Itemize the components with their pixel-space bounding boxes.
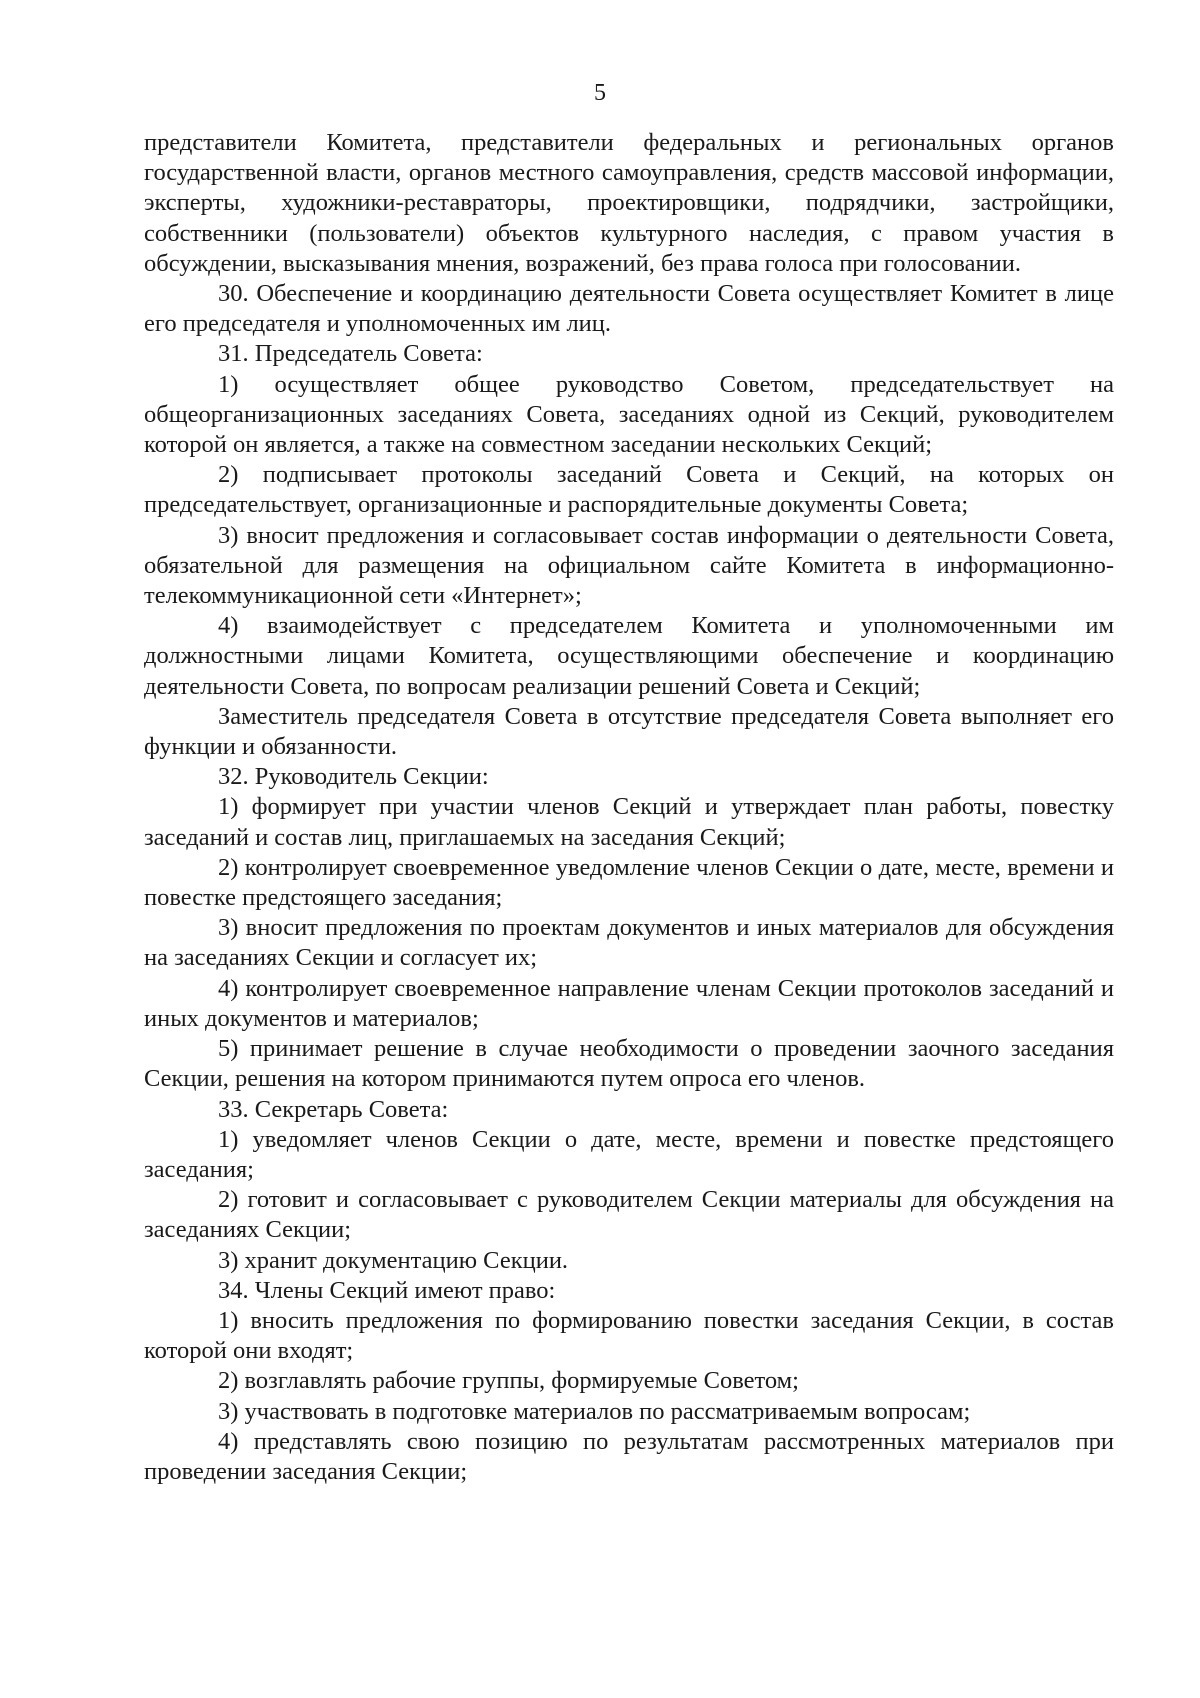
list-item: 4) взаимодействует с председателем Комитета и уполномоченными им должностными лицами Комитета, осуществляющими обеспечение и координацию деятельности Совета, по вопросам реализации решений Совета и Секций;: [144, 612, 1114, 700]
list-item: 2) возглавлять рабочие группы, формируемые Советом;: [218, 1367, 799, 1395]
list-item: 1) вносить предложения по формированию повестки заседания Секции, в состав которой они входят;: [144, 1306, 1114, 1365]
list-item: 1) осуществляет общее руководство Советом, председательствует на общеорганизационных заседаниях Совета, заседаниях одной из Секций, руководителем которой он является, а также на совместном заседании нескольких Секций;: [144, 370, 1114, 459]
section-heading: 34. Члены Секций имеют право:: [218, 1276, 556, 1304]
page-number: 5: [594, 80, 606, 106]
paragraph: Заместитель председателя Совета в отсутствие председателя Совета выполняет его функции и обязанности.: [144, 702, 1114, 761]
list-item: 3) вносит предложения по проектам документов и иных материалов для обсуждения на заседаниях Секции и согласует их;: [144, 914, 1114, 972]
list-item: 2) контролирует своевременное уведомление членов Секции о дате, месте, времени и повестке предстоящего заседания;: [144, 853, 1114, 912]
list-item: 1) уведомляет членов Секции о дате, месте, времени и повестке предстоящего заседания;: [144, 1125, 1114, 1183]
paragraph: представители Комитета, представители федеральных и региональных органов государственной власти, органов местного самоуправления, средств массовой информации, эксперты, художники-реставраторы, проектировщики, подрядчики, застройщики, собственники (пользователи) объектов культурного наследия, с правом участия в обсуждении, высказывания мнения, возражений, без права голоса при голосовании.: [144, 129, 1114, 277]
list-item: 4) контролирует своевременное направление членам Секции протоколов заседаний и иных документов и материалов;: [144, 974, 1114, 1032]
list-item: 3) участвовать в подготовке материалов по рассматриваемым вопросам;: [218, 1397, 971, 1425]
paragraph: 30. Обеспечение и координацию деятельности Совета осуществляет Комитет в лице его председателя и уполномоченных им лиц.: [144, 280, 1114, 338]
list-item: 1) формирует при участии членов Секций и утверждает план работы, повестку заседаний и состав лиц, приглашаемых на заседания Секций;: [144, 793, 1114, 851]
section-heading: 33. Секретарь Совета:: [218, 1095, 449, 1123]
list-item: 4) представлять свою позицию по результатам рассмотренных материалов при проведении заседания Секции;: [144, 1427, 1114, 1485]
section-heading: 32. Руководитель Секции:: [218, 763, 489, 791]
list-item: 3) вносит предложения и согласовывает состав информации о деятельности Совета, обязательной для размещения на официальном сайте Комитета в информационно-телекоммуникационной сети «Интернет»;: [144, 521, 1114, 610]
list-item: 2) готовит и согласовывает с руководителем Секции материалы для обсуждения на заседаниях Секции;: [144, 1186, 1114, 1244]
list-item: 3) хранит документацию Секции.: [218, 1246, 569, 1274]
section-heading: 31. Председатель Совета:: [218, 340, 483, 368]
list-item: 5) принимает решение в случае необходимости о проведении заочного заседания Секции, решения на котором принимаются путем опроса его членов.: [144, 1035, 1114, 1093]
document-body: [144, 128, 1114, 1487]
list-item: 2) подписывает протоколы заседаний Совета и Секций, на которых он председательствует, организационные и распорядительные документы Совета;: [144, 461, 1114, 519]
